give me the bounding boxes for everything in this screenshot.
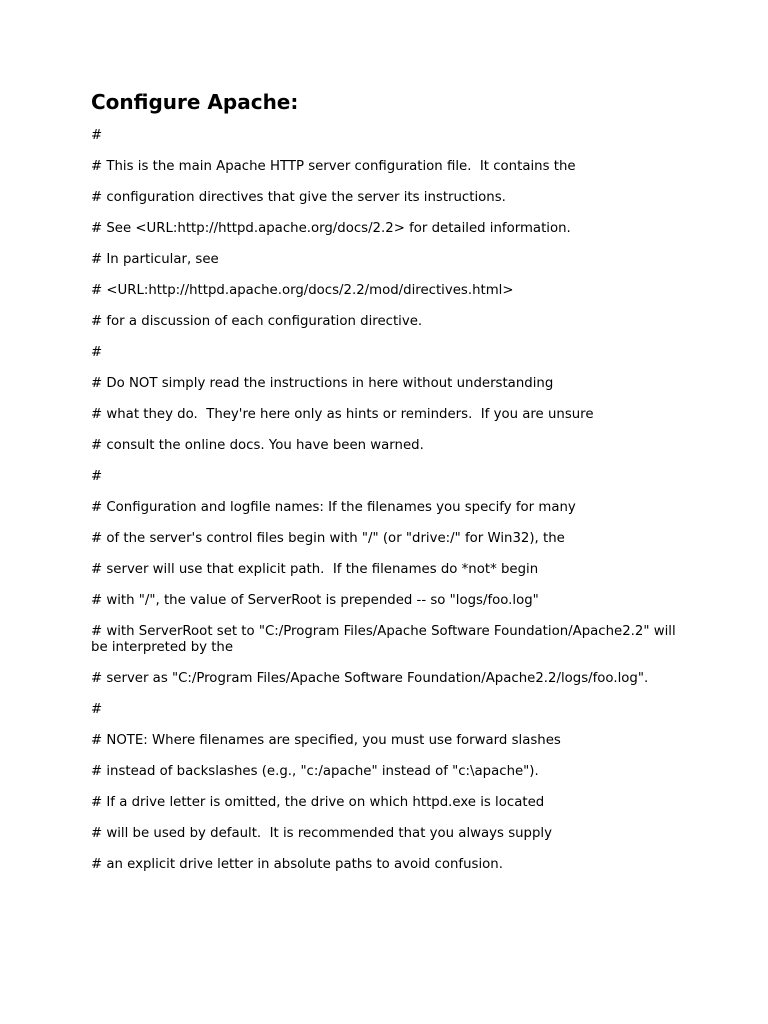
text-line: # [91, 702, 103, 717]
text-line: # <URL:http://httpd.apache.org/docs/2.2/mod/directives.html> [91, 283, 514, 298]
text-line: # [91, 469, 103, 484]
text-line: # with ServerRoot set to "C:/Program Files/Apache Software Foundation/Apache2.2" will be interpreted by the [91, 624, 680, 655]
text-line: # will be used by default. It is recommended that you always supply [91, 826, 552, 841]
text-line: # If a drive letter is omitted, the drive on which httpd.exe is located [91, 795, 545, 810]
text-line: # Do NOT simply read the instructions in here without understanding [91, 376, 554, 391]
text-line: # In particular, see [91, 252, 219, 267]
document-body [91, 88, 691, 888]
text-line: # Configuration and logfile names: If the filenames you specify for many [91, 500, 576, 515]
text-line: # This is the main Apache HTTP server configuration file. It contains the [91, 159, 576, 174]
text-line: # NOTE: Where filenames are specified, you must use forward slashes [91, 733, 561, 748]
text-line: # of the server's control files begin with "/" (or "drive:/" for Win32), the [91, 531, 565, 546]
text-line: # with "/", the value of ServerRoot is prepended -- so "logs/foo.log" [91, 593, 539, 608]
text-line: # for a discussion of each configuration directive. [91, 314, 423, 329]
text-line: # what they do. They're here only as hints or reminders. If you are unsure [91, 407, 594, 422]
text-line: # an explicit drive letter in absolute paths to avoid confusion. [91, 857, 503, 872]
document-title: Configure Apache: [91, 90, 299, 114]
text-line: # consult the online docs. You have been warned. [91, 438, 424, 453]
text-line: # server will use that explicit path. If the filenames do *not* begin [91, 562, 539, 577]
text-line: # server as "C:/Program Files/Apache Software Foundation/Apache2.2/logs/foo.log". [91, 671, 649, 686]
text-line: # configuration directives that give the server its instructions. [91, 190, 506, 205]
text-line: # See <URL:http://httpd.apache.org/docs/2.2> for detailed information. [91, 221, 571, 236]
text-line: # [91, 345, 103, 360]
text-line: # [91, 128, 103, 143]
text-line: # instead of backslashes (e.g., "c:/apache" instead of "c:\apache"). [91, 764, 539, 779]
